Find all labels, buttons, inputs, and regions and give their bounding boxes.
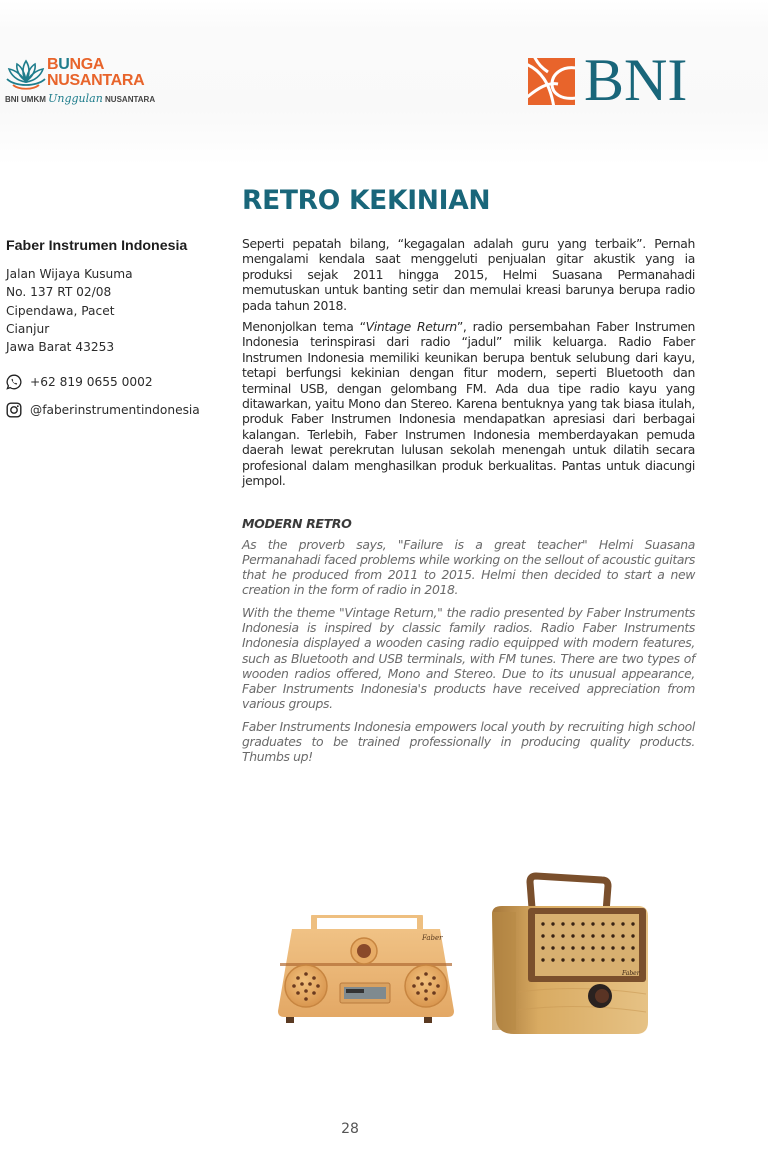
bni-logo <box>528 47 698 113</box>
paragraph-en: With the theme "Vintage Return," the radio presented by Faber Instruments Indonesia is inspired by classic family radios. Radio Faber Instruments Indonesia displayed a wooden casing radio equipped with modern features, such as Bluetooth and USB terminals, with FM tunes. There are two types of wooden radios offered, Mono and Stereo. Due to its unusual appearance, Faber Instruments Indonesia's products have received appreciation from various groups. <box>242 604 695 712</box>
paragraph-id: Menonjolkan tema “Vintage Return”, radio persembahan Faber Instrumen Indonesia terinspirasi dari radio “jadul” milik keluarga. Radio Faber Instrumen Indonesia memiliki keunikan berupa bentuk selubung dari kayu, tetapi berfungsi kekinian dengan fitur modern, seperti Bluetooth dan terminal USB, dengan gelombang FM. Ada dua tipe radio kayu yang ditawarkan, yaitu Mono dan Stereo. Karena bentuknya yang tak biasa itulah, produk Faber Instrumen Indonesia mendapatkan apresiasi dari berbagai kalangan. Terlebih, Faber Instrumen Indonesia memberdayakan pemuda daerah lewat perekrutan lulusan sekolah menengah untuk dilatih secara profesional dalam menghasilkan produk berkualitas. Pantas untuk diacungi jempol. <box>242 319 695 489</box>
logo-word-nusantara: NUSANTARA <box>47 72 145 89</box>
english-heading: MODERN RETRO <box>242 515 352 531</box>
instagram-icon <box>6 402 22 418</box>
logo-word-bunga: BUNGA <box>47 56 105 73</box>
instagram-contact[interactable] <box>6 402 231 418</box>
mono-radio-image <box>488 872 650 1038</box>
address-line: Jawa Barat 43253 <box>6 340 115 355</box>
bunga-nusantara-logo <box>5 55 165 113</box>
stereo-radio-image <box>276 915 456 1027</box>
svg-text:Faber: Faber <box>422 934 443 942</box>
address-line: Cianjur <box>6 321 50 336</box>
instagram-handle: @faberinstrumentindonesia <box>30 403 200 418</box>
whatsapp-icon <box>6 374 22 390</box>
bni-mark-icon <box>528 58 575 105</box>
logo-tagline: BNI UMKM Unggulan NUSANTARA <box>5 92 156 105</box>
paragraph-en: Faber Instruments Indonesia empowers local youth by recruiting high school graduates to be trained professionally in producing quality products. Thumbs up! <box>242 718 695 765</box>
phone-number: +62 819 0655 0002 <box>30 375 153 390</box>
address-line: Jalan Wijaya Kusuma <box>6 267 133 281</box>
phone-contact[interactable] <box>6 374 231 390</box>
address-line: No. 137 RT 02/08 <box>6 285 112 300</box>
company-name: Faber Instrumen Indonesia <box>6 238 188 254</box>
paragraph-id: Seperti pepatah bilang, “kegagalan adalah guru yang terbaik”. Pernah mengalami kendala saat menggeluti penjualan gitar akustik yang ia produksi sejak 2011 hingga 2015, Helmi Suasana Permanahadi memutuskan untuk banting setir dan memulai kreasi barunya berupa radio pada tahun 2018. <box>242 236 695 313</box>
address-line: Cipendawa, Pacet <box>6 303 115 318</box>
article <box>242 183 695 772</box>
company-info <box>6 238 231 418</box>
bni-wordmark: BNI <box>584 47 688 113</box>
address <box>6 265 231 356</box>
article-title: RETRO KEKINIAN <box>242 185 491 216</box>
svg-text:Faber: Faber <box>622 970 640 977</box>
paragraph-en: As the proverb says, "Failure is a great teacher" Helmi Suasana Permanahadi faced problems while working on the sellout of acoustic guitars that he produced from 2011 to 2015. Helmi then decided to start a new creation in the form of radio in 2018. <box>242 536 695 598</box>
lotus-icon <box>5 57 47 93</box>
page-number: 28 <box>341 1121 359 1137</box>
